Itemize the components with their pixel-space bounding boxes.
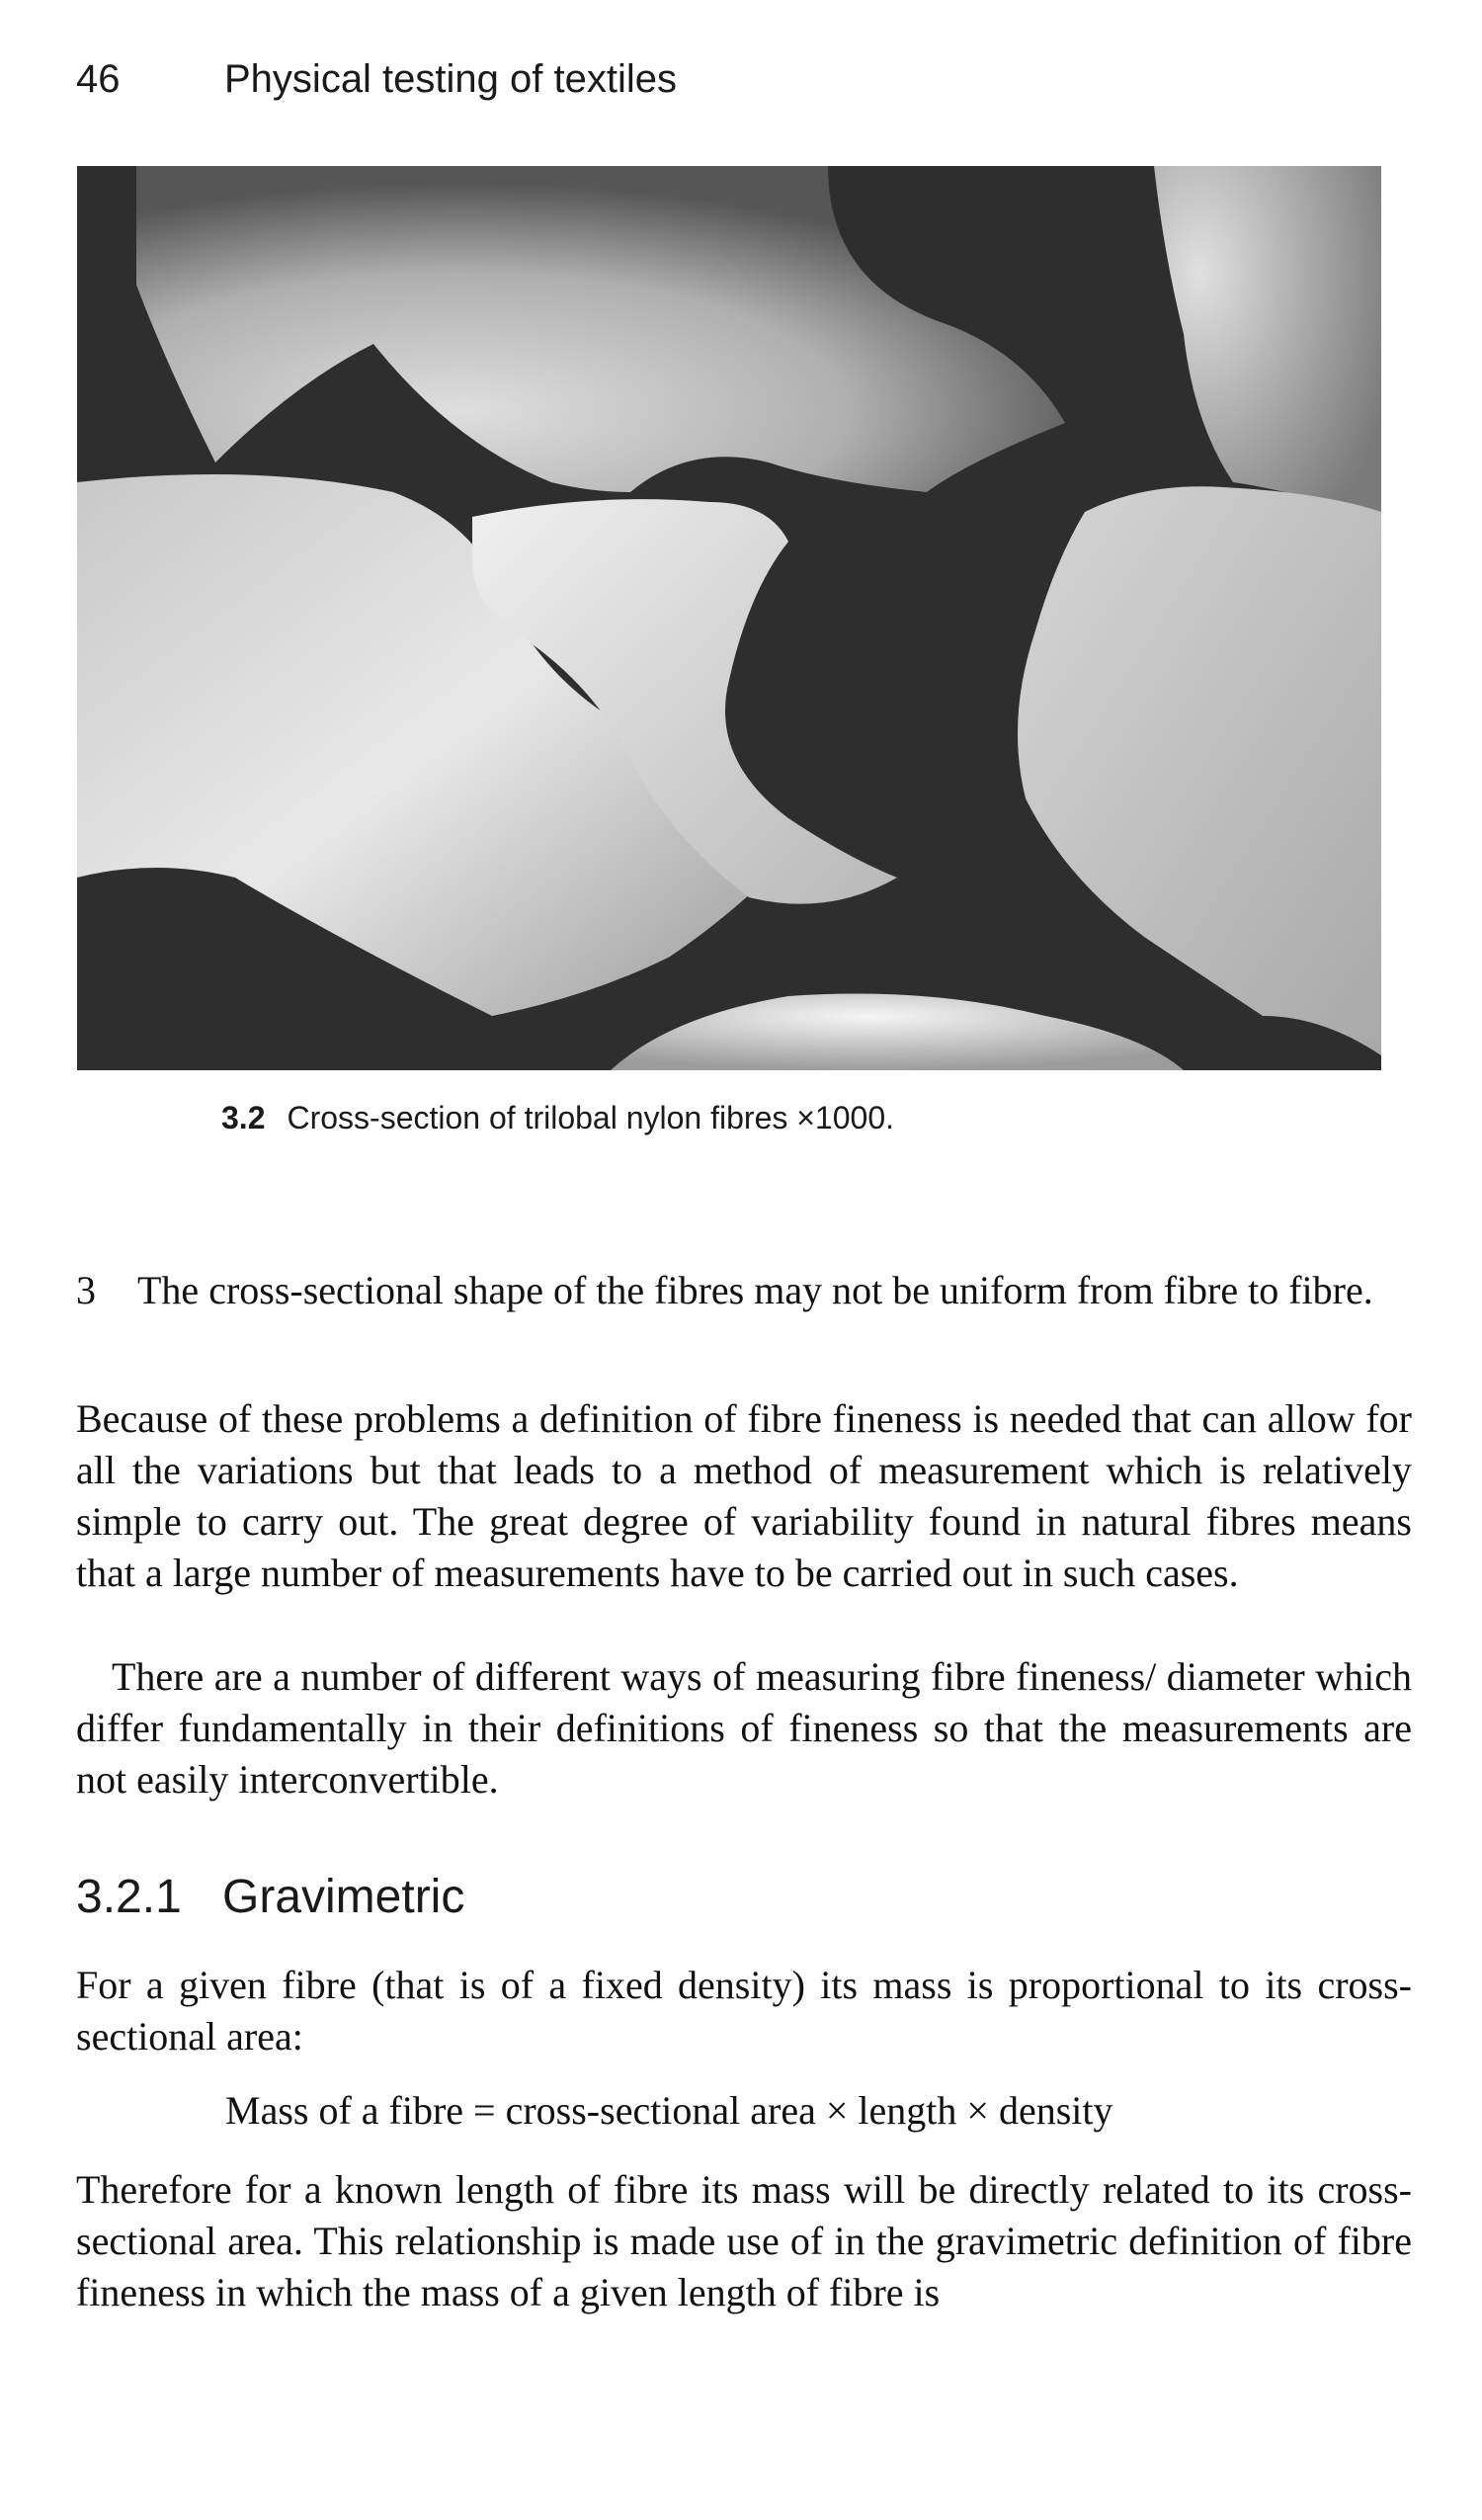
section-continuation-paragraph: Therefore for a known length of fibre its mass will be directly related to its cross-sectional area. This relationship is made use of in the gravimetric definition of fibre fineness in which the mass of a given length of fibre is bbox=[76, 2167, 1412, 2314]
running-title: Physical testing of textiles bbox=[224, 57, 677, 101]
mass-equation: Mass of a fibre = cross-sectional area × length × density bbox=[225, 2088, 1113, 2133]
list-item bbox=[76, 1265, 1412, 1316]
figure-micrograph bbox=[77, 166, 1381, 1070]
running-head bbox=[76, 57, 677, 102]
figure-caption bbox=[221, 1100, 894, 1136]
paragraph-2: There are a number of different ways of measuring fibre fineness/ diameter which differ fundamentally in their definitions of fineness so that the measurements are not easily interconvertible. bbox=[76, 1654, 1412, 1802]
figure-caption-text: Cross-section of trilobal nylon fibres ×1000. bbox=[287, 1100, 895, 1135]
section-intro-paragraph: For a given fibre (that is of a fixed density) its mass is proportional to its cross-sectional area: bbox=[76, 1963, 1412, 2058]
section-title: Gravimetric bbox=[222, 1871, 465, 1923]
section-heading bbox=[76, 1870, 464, 1924]
list-item-number: 3 bbox=[76, 1268, 96, 1312]
figure-number: 3.2 bbox=[221, 1100, 266, 1135]
section-number: 3.2.1 bbox=[76, 1871, 182, 1923]
fibre-cross-section-image bbox=[77, 166, 1381, 1070]
list-item-text: The cross-sectional shape of the fibres may not be uniform from fibre to fibre. bbox=[137, 1268, 1373, 1312]
page-number: 46 bbox=[76, 57, 121, 101]
paragraph-1: Because of these problems a definition of fibre fineness is needed that can allow for all the variations but that leads to a method of measurement which is relatively simple to carry out. The great degree of variability found in natural fibres means that a large number of measurements have to be carried out in such cases. bbox=[76, 1396, 1412, 1595]
